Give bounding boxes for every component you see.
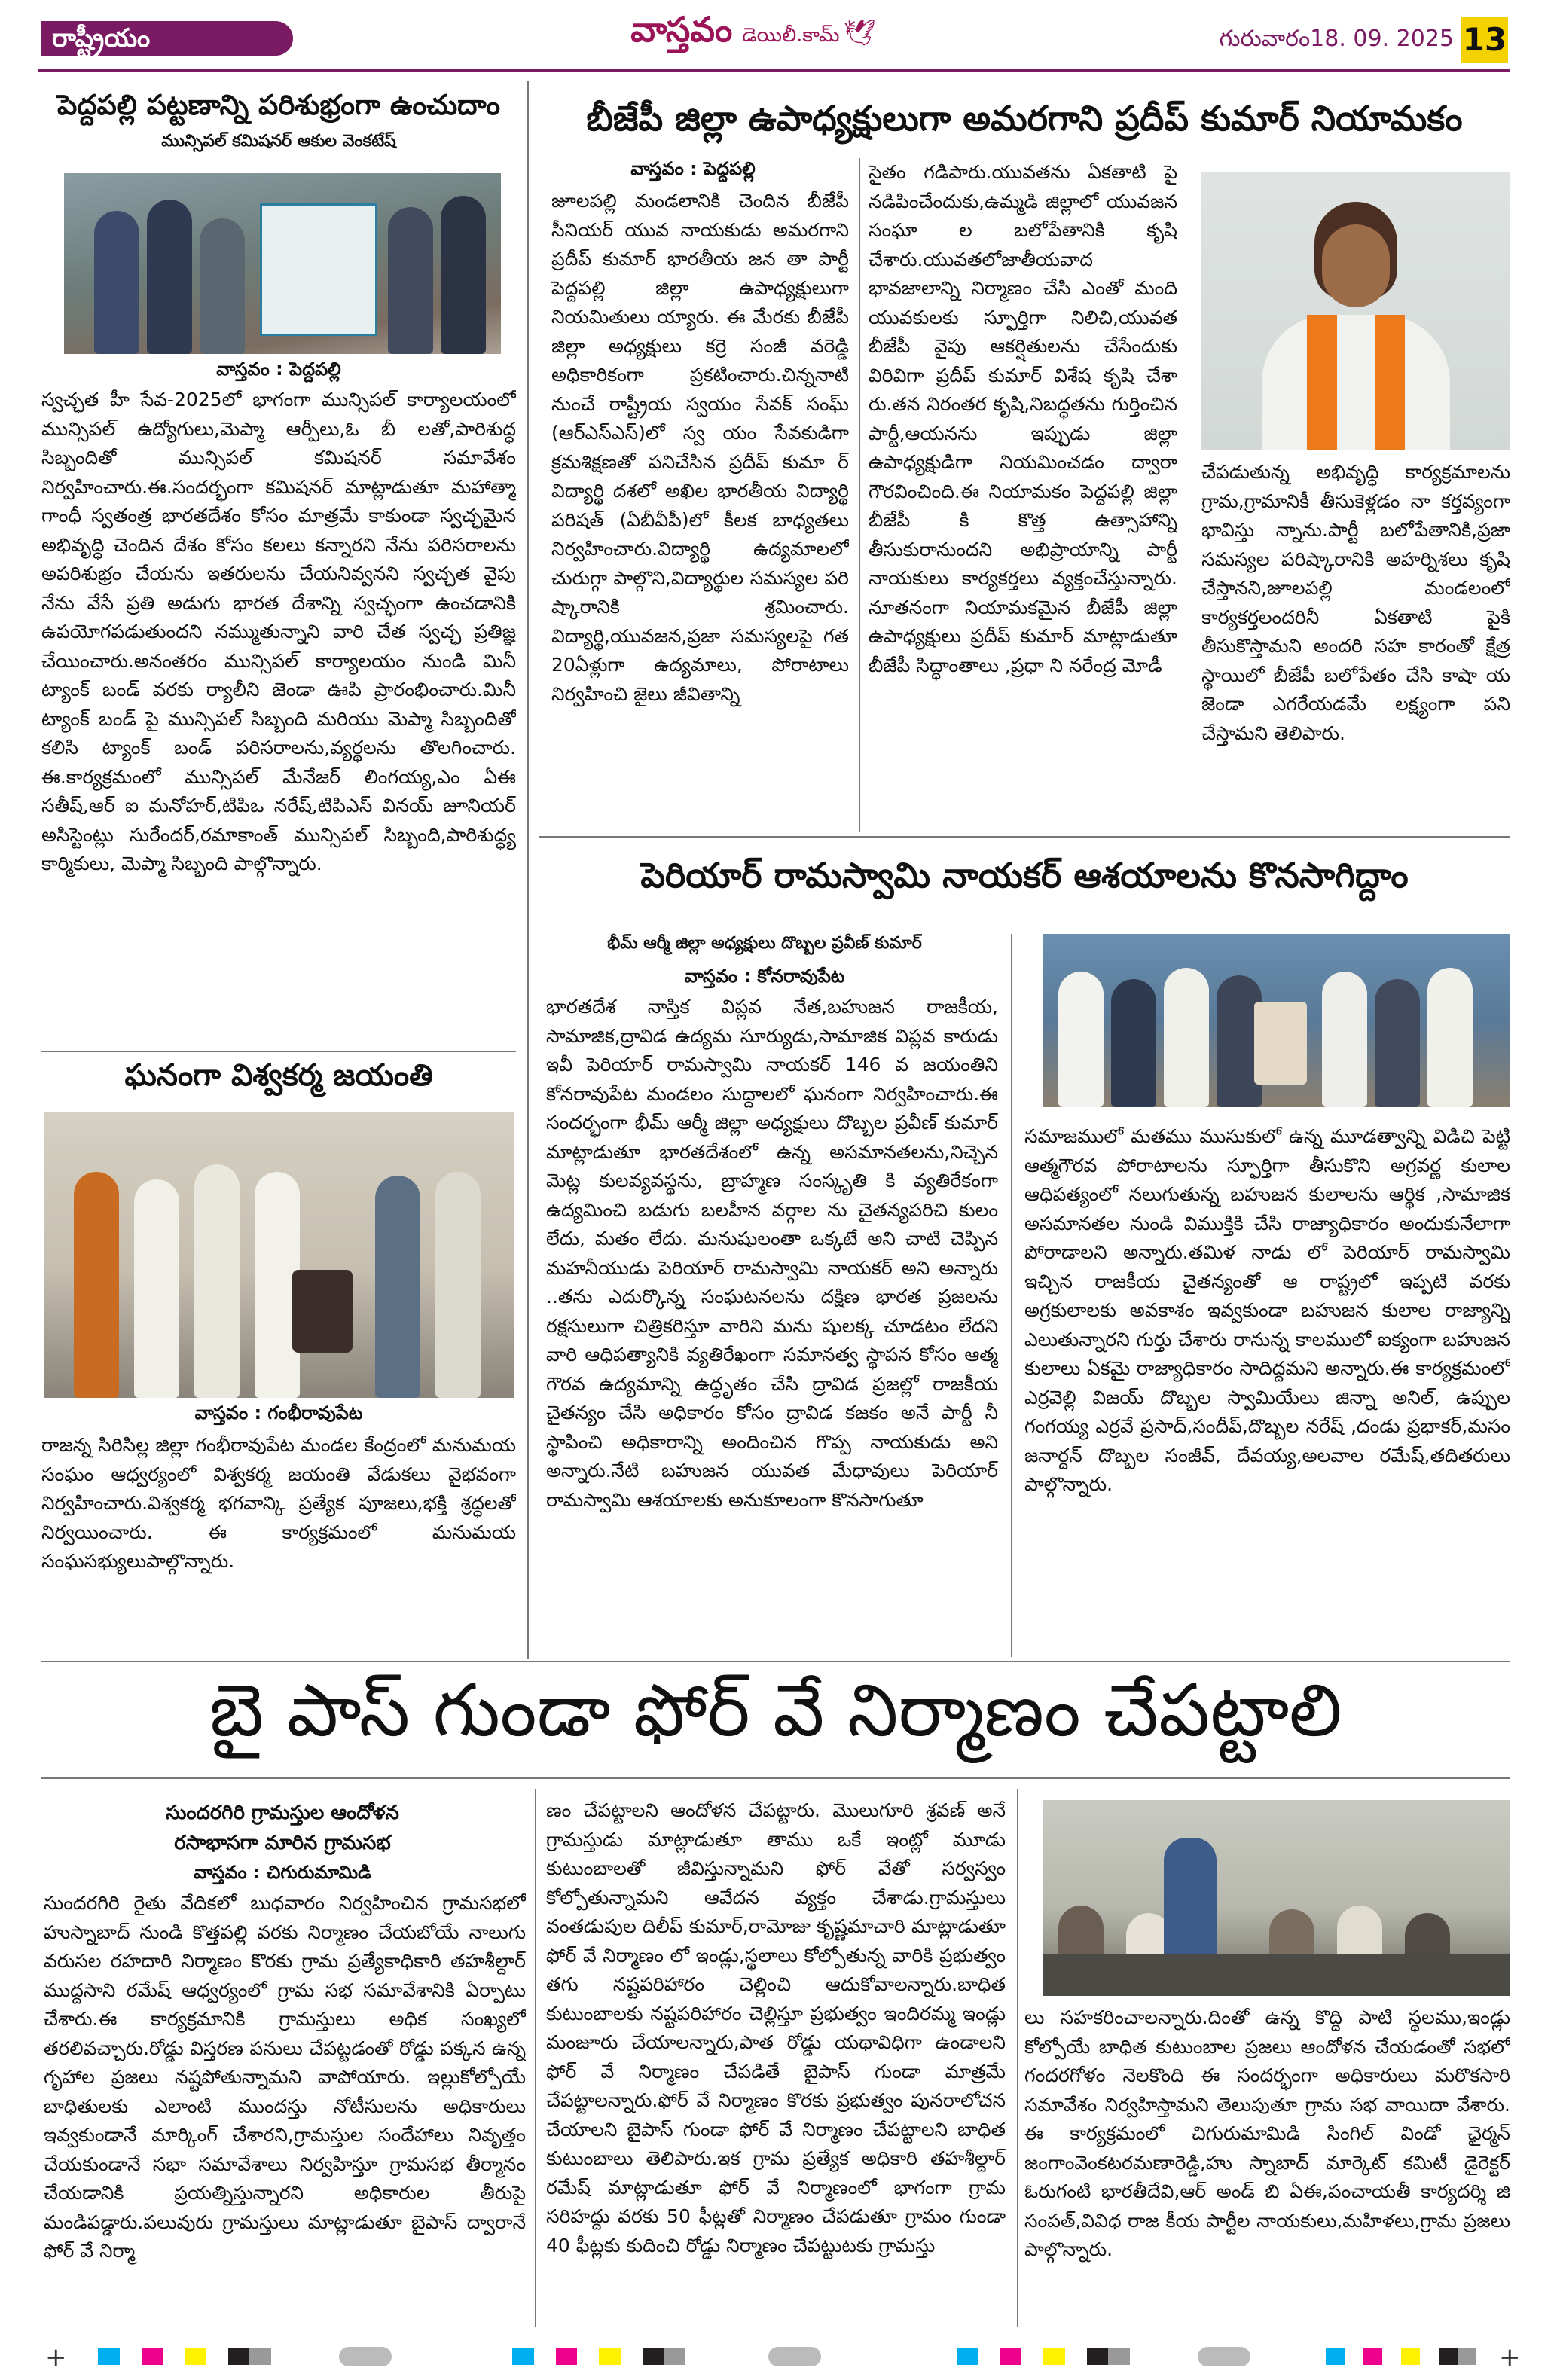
art1-photo-caption: వాస్తవం : పెద్దపల్లి: [216, 359, 341, 380]
art4-photo: [1043, 934, 1510, 1107]
art5-headline: బై పాస్ గుండా ఫోర్ వే నిర్మాణం చేపట్టాలి: [209, 1668, 1342, 1753]
color-bar: [98, 2348, 271, 2365]
masthead-rule: [38, 69, 1510, 72]
color-bar: [512, 2348, 685, 2365]
registration-pill: [768, 2347, 821, 2366]
art3-dateline: వాస్తవం : పెద్దపల్లి: [630, 158, 756, 179]
brand-sub: డెయిలీ.కామ్: [742, 24, 840, 47]
art5-dateline: వాస్తవం : చిగురుమామిడి: [194, 1862, 371, 1883]
section-label: రాష్ట్రీయం: [41, 21, 293, 56]
art1-photo: [64, 173, 501, 354]
col-rule: [859, 158, 860, 832]
art4-byline: భీమ్ ఆర్మీ జిల్లా అధ్యక్షులు దొబ్బల ప్రవీణ్ కుమార్: [607, 934, 922, 953]
art3-col1: జూలపల్లి మండలానికి చెందిన బీజేపీ సీనియర్ యువ నాయకుడు అమరగాని ప్రదీప్ కుమార్ భారతీయ జన తా పార్టీ పెద్దపల్లి జిల్లా ఉపాధ్యక్షులుగా నియమితులు య్యారు. ఈ మేరకు బీజేపీ జిల్లా అధ్యక్షులు కర్రె సంజీ వరెడ్డి అధికారికంగా ప్రకటించారు.చిన్ననాటి నుంచే రాష్ట్రీయ స్వయం సేవక్ సంఘ్ (ఆర్ఎస్ఎస్)లో స్వ యం సేవకుడిగా క్రమశిక్షణతో పనిచేసిన ప్రదీప్ కుమా ర్ విద్యార్థి దశలో అఖిల భారతీయ విద్యార్థి పరిషత్ (ఏబీవీపీ)లో కీలక బాధ్యతలు నిర్వహించారు.విద్యార్థి ఉద్యమాలలో చురుగ్గా పాల్గొని,విద్యార్థుల సమస్యల పరి ష్కారానికి శ్రమించారు. విద్యార్థి,యువజన,ప్రజా సమస్యలపై గత 20ఏళ్లుగా ఉద్యమాలు, పోరాటాలు నిర్వహించి జైలు జీవితాన్ని: [551, 190, 849, 705]
divider: [41, 1051, 516, 1052]
art5-col1: సుందరగిరి రైతు వేదికలో బుధవారం నిర్వహించిన గ్రామసభలో హుస్నాబాద్ నుండి కొత్తపల్లి వరకు నిర్మాణం చేయబోయే నాలుగు వరుసల రహదారి నిర్మాణం కొరకు గ్రామ ప్రత్యేకాధికారి తహశీల్దార్ ముద్దసాని రమేష్ ఆధ్వర్యంలో గ్రామ సభ సమావేశానికి ఏర్పాటు చేశారు.ఈ కార్యక్రమానికి గ్రామస్తులు అధిక సంఖ్యలో తరలివచ్చారు.రోడ్డు విస్తరణ పనులు చేపట్టడంతో రోడ్డు పక్కన ఉన్న గృహాల ప్రజలు నష్టపోతున్నామని వాపోయారు. ఇల్లుకోల్పోయే బాధితులకు ఎలాంటి ముందస్తు నోటీసులను అధికారులు ఇవ్వకుండానే మార్కింగ్ చేశారని,గ్రామస్తుల సందేహాలు నివృత్తం చేయకుండానే సభా సమావేశాలు నిర్వహిస్తూ గ్రామసభ తీర్మానం చేయడానికి ప్రయత్నిస్తున్నారని అధికారుల తీరుపై మండిపడ్డారు.పలువురు గ్రామస్తులు మాట్లాడుతూ బైపాస్ ద్వారానే ఫోర్ వే నిర్మా: [44, 1892, 526, 2262]
divider: [41, 1661, 1510, 1662]
color-bar: [957, 2348, 1130, 2365]
registration-pill: [1198, 2347, 1250, 2366]
art4-headline: పెరియార్ రామస్వామి నాయకర్ ఆశయాలను కొనసాగిద్దాం: [640, 855, 1409, 896]
art5-byline-2: రసాభాసగా మారిన గ్రామసభ: [174, 1832, 391, 1854]
banner: [260, 203, 377, 336]
registration-pill: [339, 2347, 392, 2366]
col-rule: [535, 1789, 536, 2327]
art3-headline: బీజేపీ జిల్లా ఉపాధ్యక్షులుగా అమరగాని ప్రదీప్ కుమార్ నియామకం: [586, 98, 1463, 139]
art2-headline: ఘనంగా విశ్వకర్మ జయంతి: [124, 1058, 433, 1093]
art3-portrait: [1201, 172, 1510, 450]
color-bar: [1326, 2348, 1476, 2365]
art1-body: స్వచ్ఛత హీ సేవ-2025లో భాగంగా మున్సిపల్ కార్యాలయంలో మున్సిపల్ ఉద్యోగులు,మెప్మా ఆర్పీలు,ఓ బీ లతో,పారిశుద్ధ సిబ్బందితో మున్సిపల్ కమిషనర్ సమావేశం నిర్వహించారు.ఈ.సందర్భంగా కమిషనర్ మాట్లాడుతూ మహాత్మా గాంధీ స్వతంత్ర భారతదేశం కోసం మాత్రమే కాకుండా స్వచ్ఛమైన అభివృద్ధి చెందిన దేశం కోసం కలలు కన్నారని నేను పరిసరాలను అపరిశుభ్రం చేయను ఇతరులను చేయనివ్వనని స్వచ్ఛత వైపు నేను వేసే ప్రతి అడుగు భారత దేశాన్ని స్వచ్ఛంగా ఉంచడానికి ఉపయోగపడుతుందని నమ్ముతున్నాని వారి చేత స్వచ్ఛ ప్రతిజ్ఞ చేయించారు.అనంతరం మున్సిపల్ కార్యాలయం నుండి మినీ ట్యాంక్ బండ్ వరకు ర్యాలీని జెండా ఊపి ప్రారంభించారు.మినీ ట్యాంక్ బండ్ పై మున్సిపల్ సిబ్బంది మరియు మెప్మా సిబ్బందితో కలిసి ట్యాంక్ బండ్ పరిసరాలను,వ్యర్థలను తొలగించారు. ఈ.కార్యక్రమంలో మున్సిపల్ మేనేజర్ లింగయ్య,ఎం ఏఈ సతీష్,ఆర్ ఐ మనోహర్,టిపిఒ నరేష్,టిపిఎస్ వినయ్ జూనియర్ అసిస్టెంట్లు సురేందర్,రమాకాంత్ మున్సిపల్ సిబ్బంది,పారిశుద్ధ్య కార్మికులు, మెప్మా సిబ్బంది పాల్గొన్నారు.: [41, 389, 516, 874]
art2-body: రాజన్న సిరిసిల్ల జిల్లా గంభీరావుపేట మండల కేంద్రంలో మనుమయ సంఘం ఆధ్వర్యంలో విశ్వకర్మ జయంతి వేడుకలు వైభవంగా నిర్వహించారు.విశ్వకర్మ భగవాన్కి ప్రత్యేక పూజలు,భక్తి శ్రద్ధలతో నిర్వయించారు. ఈ కార్యక్రమంలో మనుమయ సంఘసభ్యులుపాల్గొన్నారు.: [41, 1434, 516, 1572]
column-rule: [527, 81, 529, 1659]
divider: [41, 1777, 1510, 1779]
col-rule: [1011, 934, 1012, 1657]
art5-col3: లు సహకరించాలన్నారు.దింతో ఉన్న కొద్ది పాటి స్థలము,ఇండ్లు కోల్పోయే బాధిత కుటుంబాల ప్రజలు ఆందోళన చేయడంతో సభలో గందరగోళం నెలకొంది ఈ సందర్భంగా అధికారులు మరొకసారి సమావేశం నిర్వహిస్తామని తెలుపుతూ గ్రామ సభ వాయిదా వేశారు. ఈ కార్యక్రమంలో చిగురుమామిడి సింగిల్ విండో ఛైర్మన్ జంగాంవెంకటరమణారెడ్డి,హు స్నాబాద్ మార్కెట్ కమిటీ డైరెక్టర్ ఓరుగంటి భారతీదేవి,ఆర్ అండ్ బి ఏఈ,పంచాయతీ కార్యదర్శి జి సంపత్,వివిధ రాజ కీయ పార్టీల నాయకులు,మహిళలు,గ్రామ ప్రజలు పాల్గొన్నారు.: [1024, 2006, 1510, 2260]
art4-dateline: వాస్తవం : కోనరావుపేట: [684, 966, 845, 987]
masthead: [0, 0, 1557, 77]
page-number: 13: [1461, 17, 1508, 63]
divider: [539, 836, 1510, 838]
bird-icon: 🕊: [843, 18, 876, 48]
art5-col2: ణం చేపట్టాలని ఆందోళన చేపట్టారు. మొలుగూరి శ్రవణ్ అనే గ్రామస్తుడు మాట్లాడుతూ తాము ఒకే ఇంట్లో మూడు కుటుంబాలతో జీవిస్తున్నామని ఫోర్ వేతో సర్వస్వం కోల్పోతున్నామని ఆవేదన వ్యక్తం చేశాడు.గ్రామస్తులు వంతడుపుల దిలీప్ కుమార్,రామోజు కృష్ణమాచారి మాట్లాడుతూ ఫోర్ వే నిర్మాణం లో ఇండ్లు,స్థలాలు కోల్పోతున్న వారికి ప్రభుత్వం తగు నష్టపరిహారం చెల్లించి ఆదుకోవాలన్నారు.బాధిత కుటుంబాలకు నష్టపరిహారం చెల్లిస్తూ ప్రభుత్వం ఇందిరమ్మ ఇండ్లు మంజూరు చేయాలన్నారు,పాత రోడ్డు యథావిధిగా ఉండాలని ఫోర్ వే నిర్మాణం చేపడితే బైపాస్ గుండా మాత్రమే చేపట్టాలన్నారు.ఫోర్ వే నిర్మాణం కొరకు ప్రభుత్వం పునరాలోచన చేయాలని బైపాస్ గుండా ఫోర్ వే నిర్మాణం చేపట్టాలని బాధిత కుటుంబాలు తెలిపారు.ఇక గ్రామ ప్రత్యేక అధికారి తహశీల్దార్ రమేష్ మాట్లాడుతూ ఫోర్ వే నిర్మాణంలో భాగంగా గ్రామ సరిహద్దు వరకు 50 ఫీట్లతో నిర్మాణం చేపడుతూ గ్రామం గుండా 40 ఫీట్లకు కుదించి రోడ్డు నిర్మాణం చేపట్టుటకు గ్రామస్తు: [546, 1799, 1006, 2256]
art4-col2: సమాజములో మతము ముసుకులో ఉన్న మూడత్వాన్ని విడిచి పెట్టి ఆత్మగౌరవ పోరాటాలను స్ఫూర్తిగా తీసుకొని అగ్రవర్ణ కులాల ఆధిపత్యంలో నలుగుతున్న బహుజన కులాలను ఆర్థిక ,సామాజిక అసమానతల నుండి విముక్తికి చేసి రాజ్యాధికారం అందుకునేలాగా పోరాడాలని అన్నారు.తమిళ నాడు లో పెరియార్ రామస్వామి ఇచ్చిన రాజకీయ చైతన్యంతో ఆ రాష్ట్రలో ఇప్పటి వరకు అగ్రకులాలకు అవకాశం ఇవ్వకుండా బహుజన కులాల రాజ్యాన్ని ఎలుతున్నారని గుర్తు చేశారు రానున్న కాలములో ఐక్యంగా బహుజన కులాలు ఏకమై రాజ్యాధికారం సాదిద్దమని అన్నారు.ఈ కార్యక్రమంలో ఎర్రవెల్లి విజయ్ దొబ్బల స్వామియేలు జిన్నా అనిల్, ఉప్పుల గంగయ్య ఎర్రవే ప్రసాద్,సందీప్,దొబ్బల నరేష్ ,దండు ప్రభాకర్,మసం జనార్దన్ దొబ్బల సంజీవ్, దేవయ్య,అలవాల రమేష్,తదితరులు పాల్గొన్నారు.: [1024, 1125, 1510, 1495]
art4-col1: భారతదేశ నాస్తిక విప్లవ నేత,బహుజన రాజకీయ, సామాజిక,ద్రావిడ ఉద్యమ సూర్యుడు,సామాజిక విప్లవ కారుడు ఇవీ పెరియార్ రామస్వామి నాయకర్ 146 వ జయంతిని కోనరావుపేట మండలం సుద్దాలలో ఘనంగా నిర్వహించారు.ఈ సందర్భంగా భీమ్ ఆర్మీ జిల్లా అధ్యక్షులు దొబ్బల ప్రవీణ్ కుమార్ మాట్లాడుతూ భారతదేశంలో ఉన్న అసమానతలను,నిచ్చెన మెట్ల కులవ్యవస్థను, బ్రాహ్మణ సంస్కృతి కి వ్యతిరేకంగా ఉద్యమించి బడుగు బలహీన వర్గాల ను చైతన్యపరిచి కులం లేదు, మతం లేదు. మనుషులంతా ఒక్కటే అని చాటి చెప్పిన మహనీయుడు పెరియార్ రామస్వామి నాయకర్ అని అన్నారు ..తను ఎదుర్కొన్న సంఘటనలను దక్షిణ భారత ప్రజలను రక్షసులుగా చిత్రికరిస్తూ వారిని మను షులక్క చూడటం లేదని వారి ఆధిపత్యానికి వ్యతిరేఖంగా సమానత్వ స్థాపన కోసం ఆత్మ గౌరవ ఉద్యమాన్ని ఉద్ధృతం చేసి ద్రావిడ ప్రజల్లో రాజకీయ చైతన్యం చేసి అధికారం కోసం ద్రావిడ కజకం అనే పార్టీ నీ స్థాపించి అధికారాన్ని అందించిన గొప్ప నాయకుడు అని అన్నారు.నేటి బహుజన యువత మేధావులు పెరియార్ రామస్వామి ఆశయాలకు అనుకూలంగా కొనసాగుతూ: [546, 996, 998, 1511]
art2-photo: [44, 1112, 514, 1398]
crosshair-icon: +: [45, 2342, 67, 2372]
brand-logo: వాస్తవం: [630, 9, 733, 50]
newspaper-brand: [595, 9, 911, 62]
issue-date: గురువారం18. 09. 2025: [1219, 26, 1454, 52]
art3-col2: సైతం గడిపారు.యువతను ఏకతాటి పై నడిపించేందుకు,ఉమ్మడి జిల్లాలో యువజన సంఘా ల బలోపేతానికి కృషి చేశారు.యువతలోజాతీయవాద భావజాలాన్ని నిర్మాణం చేసి ఎంతో మంది యువకులకు స్ఫూర్తిగా నిలిచి,యువత బీజేపీ వైపు ఆకర్షితులను చేసేందుకు విరివిగా ప్రదీప్ కుమార్ విశేష కృషి చేశా రు.తన నిరంతర కృషి,నిబద్ధతను గుర్తించిన పార్టీ,ఆయనను ఇప్పుడు జిల్లా ఉపాధ్యక్షుడిగా నియమించడం ద్వారా గౌరవించింది.ఈ నియామకం పెద్దపల్లి జిల్లా బీజేపీ కి కొత్త ఉత్సాహాన్ని తీసుకురానుందని అభిప్రాయాన్ని పార్టీ నాయకులు కార్యకర్తలు వ్యక్తంచేస్తున్నారు. నూతనంగా నియామకమైన బీజేపీ జిల్లా ఉపాధ్యక్షులు ప్రదీప్ కుమార్ మాట్లాడుతూ బీజేపీ సిద్ధాంతాలు ,ప్రధా ని నరేంద్ర మోడీ: [869, 161, 1177, 676]
crosshair-icon: +: [1499, 2342, 1521, 2372]
art3-col3: చేపడుతున్న అభివృద్ధి కార్యక్రమాలను గ్రామ,గ్రామానికీ తీసుకెళ్లడం నా కర్తవ్యంగా భావిస్తు న్నాను.పార్టీ బలోపేతానికి,ప్రజా సమస్యల పరిష్కారానికి అహర్నిశలు కృషి చేస్తానని,జూలపల్లి మండలంలో కార్యకర్తలందరినీ ఏకతాటి పైకి తీసుకొస్తామని అందరి సహ కారంతో క్షేత్ర స్థాయిలో బీజేపీ బలోపేతం చేసి కాషా య జెండా ఎగరేయడమే లక్ష్యంగా పని చేస్తామని తెలిపారు.: [1201, 461, 1510, 744]
print-registration-marks: [0, 2335, 1557, 2380]
art1-byline: మున్సిపల్ కమిషనర్ ఆకుల వెంకటేష్: [161, 132, 396, 151]
art1-headline: పెద్దపల్లి పట్టణాన్ని పరిశుభ్రంగా ఉంచుదాం: [57, 89, 500, 121]
col-rule: [1017, 1789, 1018, 2327]
art5-photo: [1043, 1800, 1510, 1996]
art5-byline-1: సుందరగిరి గ్రామస్తుల ఆందోళన: [166, 1802, 399, 1824]
art2-photo-caption: వాస్తవం : గంభీరావుపేట: [194, 1402, 363, 1423]
